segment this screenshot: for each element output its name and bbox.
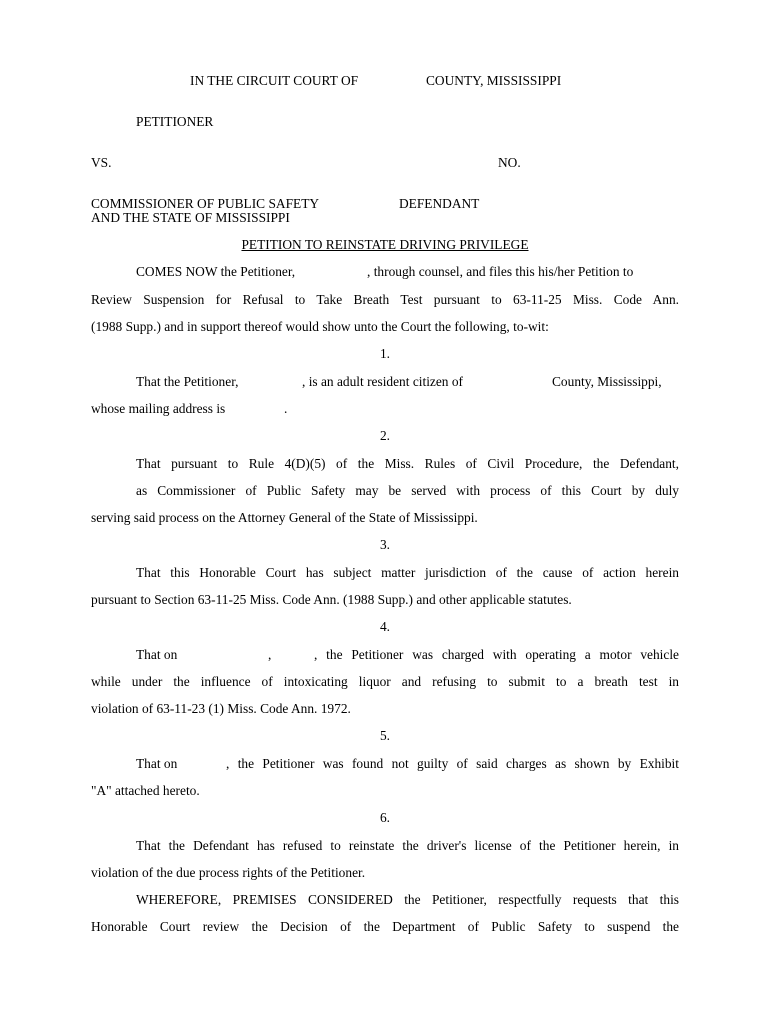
para-1-line-2a: whose mailing address is xyxy=(91,401,226,416)
para-5-line-1b: , the Petitioner was found not guilty of said charges as shown by Exhibit xyxy=(226,756,679,771)
court-heading-right: COUNTY, MISSISSIPPI xyxy=(426,73,562,88)
intro-line-3: (1988 Supp.) and in support thereof would show unto the Court the following, to-wit: xyxy=(91,319,549,334)
case-number-label: NO. xyxy=(498,155,521,170)
para-5-line-1a: That on xyxy=(136,756,178,771)
para-2-line-2: as Commissioner of Public Safety may be served with process of this Court by duly xyxy=(136,483,679,498)
commissioner-line-2: AND THE STATE OF MISSISSIPPI xyxy=(91,210,290,225)
para-3-number: 3. xyxy=(379,537,391,552)
para-4-number: 4. xyxy=(379,619,391,634)
para-2-line-3: serving said process on the Attorney General of the State of Mississippi. xyxy=(91,510,478,525)
intro-line-1b: , through counsel, and files this his/her Petition to xyxy=(367,264,634,279)
commissioner-line-1: COMMISSIONER OF PUBLIC SAFETY xyxy=(91,196,320,211)
para-4-line-1b: , xyxy=(268,647,272,662)
intro-line-1a: COMES NOW the Petitioner, xyxy=(136,264,296,279)
para-6-number: 6. xyxy=(379,810,391,825)
para-2-number: 2. xyxy=(379,428,391,443)
document-title: PETITION TO REINSTATE DRIVING PRIVILEGE xyxy=(241,237,529,252)
para-1-line-2b: . xyxy=(284,401,288,416)
wherefore-line-2: Honorable Court review the Decision of the Department of Public Safety to suspend the xyxy=(91,919,679,934)
intro-line-2: Review Suspension for Refusal to Take Breath Test pursuant to 63-11-25 Miss. Code Ann. xyxy=(91,292,679,307)
petitioner-label: PETITIONER xyxy=(136,114,214,129)
para-1-line-1c: County, Mississippi, xyxy=(552,374,662,389)
para-5-line-2: "A" attached hereto. xyxy=(91,783,200,798)
para-4-line-2: while under the influence of intoxicating liquor and refusing to submit to a breath test in xyxy=(91,674,679,689)
court-heading-left: IN THE CIRCUIT COURT OF xyxy=(190,73,359,88)
para-1-line-1b: , is an adult resident citizen of xyxy=(302,374,464,389)
para-6-line-2: violation of the due process rights of the Petitioner. xyxy=(91,865,366,880)
para-2-line-1: That pursuant to Rule 4(D)(5) of the Miss. Rules of Civil Procedure, the Defendant, xyxy=(136,456,679,471)
vs-label: VS. xyxy=(91,155,112,170)
para-1-line-1a: That the Petitioner, xyxy=(136,374,239,389)
para-5-number: 5. xyxy=(379,728,391,743)
para-4-line-1c: , the Petitioner was charged with operating a motor vehicle xyxy=(314,647,679,662)
para-3-line-1: That this Honorable Court has subject matter jurisdiction of the cause of action herein xyxy=(136,565,679,580)
para-4-line-3: violation of 63-11-23 (1) Miss. Code Ann. 1972. xyxy=(91,701,351,716)
wherefore-line-1: WHEREFORE, PREMISES CONSIDERED the Petitioner, respectfully requests that this xyxy=(136,892,679,907)
para-6-line-1: That the Defendant has refused to reinstate the driver's license of the Petitioner herein, in xyxy=(136,838,679,853)
para-3-line-2: pursuant to Section 63-11-25 Miss. Code Ann. (1988 Supp.) and other applicable statutes. xyxy=(91,592,572,607)
defendant-label: DEFENDANT xyxy=(399,196,480,211)
para-1-number: 1. xyxy=(379,346,391,361)
para-4-line-1a: That on xyxy=(136,647,178,662)
